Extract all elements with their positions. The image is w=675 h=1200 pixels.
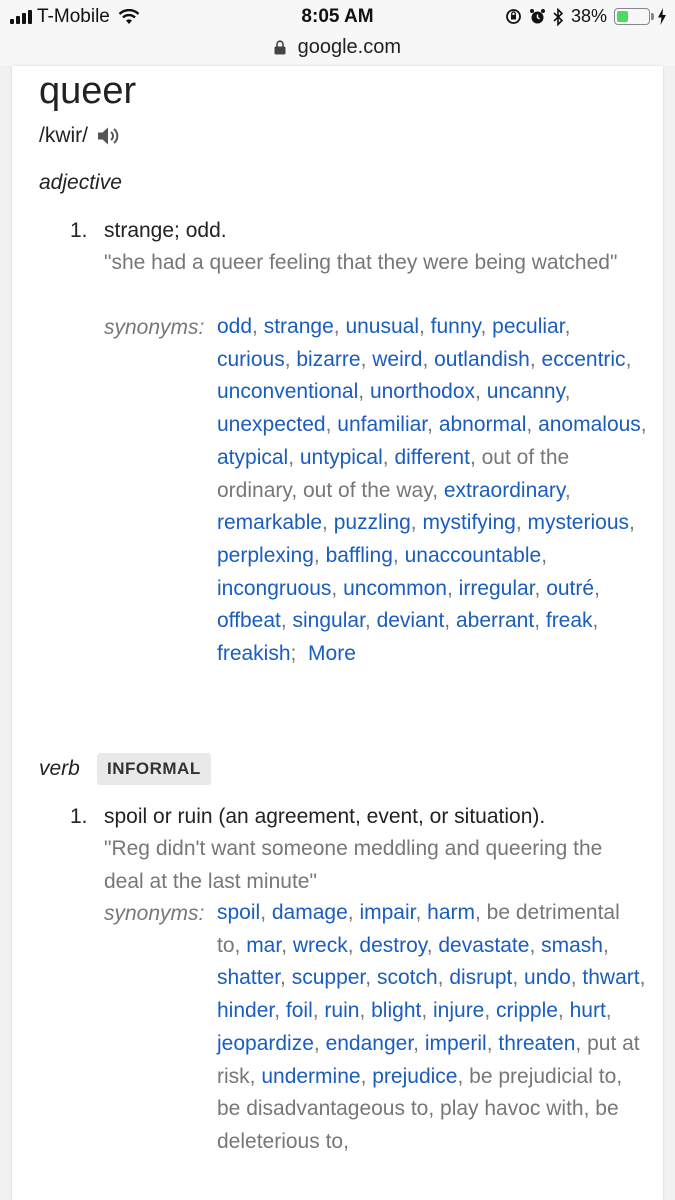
status-right — [505, 6, 667, 27]
synonym-link[interactable]: unconventional — [217, 380, 359, 404]
synonym-link[interactable]: funny — [430, 315, 481, 338]
lock-icon — [274, 40, 286, 55]
carrier-name: T-Mobile — [37, 6, 110, 27]
synonym-link[interactable]: curious — [217, 347, 285, 371]
part-of-speech-adjective: adjective — [39, 171, 122, 194]
synonyms-label: synonyms: — [104, 902, 205, 925]
synonym-link[interactable]: incongruous — [217, 576, 332, 600]
synonym-link[interactable]: different — [394, 445, 470, 469]
status-time: 8:05 AM — [301, 6, 374, 27]
charging-bolt-icon — [657, 8, 667, 25]
synonym-link[interactable]: hurt — [569, 999, 606, 1023]
synonym-link[interactable]: deviant — [376, 609, 445, 633]
synonym-link[interactable]: outré — [546, 576, 595, 600]
synonym-link[interactable]: shatter — [217, 966, 281, 990]
register-badge: INFORMAL — [97, 753, 211, 785]
synonym-link[interactable]: unfamiliar — [337, 413, 428, 437]
synonym-link[interactable]: mysterious — [527, 511, 630, 535]
synonym-link[interactable]: cripple — [496, 999, 558, 1023]
phonetic-text: /kwir/ — [39, 124, 88, 147]
synonym-link[interactable]: scupper — [291, 966, 366, 990]
sense-number: 1. — [70, 219, 88, 242]
synonym-text: be deleterious to — [217, 1097, 619, 1153]
synonym-text: be prejudicial to — [469, 1064, 617, 1088]
example-sentence: "she had a queer feeling that they were being watched" — [104, 251, 618, 274]
synonym-link[interactable]: unexpected — [217, 413, 326, 437]
synonym-link[interactable]: freakish — [217, 642, 291, 666]
orientation-lock-icon — [505, 8, 522, 25]
synonyms-list: spoil, damage, impair, harm, be detrimental to, mar, wreck, destroy, devastate, smash, shatter, scupper, scotch, disrupt, undo, thwart, hinder, foil, ruin, blight, injure, cripple, hurt, jeopardize, endanger, imperil, threaten, put at risk, undermine, prejudice, be prejudicial to, be disadvantageous to, play havoc with, be deleterious to, — [217, 901, 646, 1153]
synonym-text: play havoc with — [440, 1097, 584, 1121]
synonym-link[interactable]: destroy — [359, 933, 427, 957]
synonym-link[interactable]: thwart — [582, 966, 640, 990]
synonyms-label: synonyms: — [104, 316, 205, 339]
speaker-icon[interactable] — [96, 125, 120, 147]
synonym-link[interactable]: uncanny — [486, 380, 565, 404]
synonym-link[interactable]: undermine — [261, 1064, 361, 1088]
synonym-text: out of the way — [302, 478, 433, 502]
definition-text: strange; odd. — [104, 219, 227, 242]
part-of-speech-verb: verb — [39, 757, 80, 780]
synonym-link[interactable]: outlandish — [434, 347, 530, 371]
synonym-link[interactable]: blight — [371, 999, 422, 1023]
synonym-link[interactable]: extraordinary — [443, 478, 565, 502]
synonym-link[interactable]: eccentric — [541, 347, 626, 371]
synonym-link[interactable]: foil — [285, 999, 313, 1023]
example-sentence: "Reg didn't want someone meddling and queering the deal at the last minute" — [104, 837, 603, 893]
synonym-link[interactable]: imperil — [424, 1031, 487, 1055]
synonym-link[interactable]: peculiar — [492, 315, 565, 338]
dictionary-card — [12, 66, 663, 1200]
synonym-link[interactable]: bizarre — [296, 347, 361, 371]
synonym-link[interactable]: unorthodox — [369, 380, 476, 404]
synonym-link[interactable]: abnormal — [438, 413, 527, 437]
definition-text: spoil or ruin (an agreement, event, or situation). — [104, 805, 546, 828]
alarm-icon — [529, 8, 546, 25]
more-synonyms-link[interactable]: More — [308, 642, 356, 666]
phonetic-row — [39, 124, 120, 148]
synonym-link[interactable]: unusual — [345, 315, 419, 338]
synonym-link[interactable]: anomalous — [538, 413, 641, 437]
synonym-link[interactable]: atypical — [217, 445, 289, 469]
synonym-link[interactable]: strange — [263, 315, 334, 338]
battery-icon — [614, 8, 650, 25]
battery-level — [617, 11, 628, 22]
synonym-link[interactable]: perplexing — [217, 543, 314, 567]
url-bar[interactable] — [0, 36, 675, 66]
synonym-link[interactable]: threaten — [498, 1031, 576, 1055]
synonym-link[interactable]: weird — [372, 347, 423, 371]
synonym-text: be detrimental to — [217, 901, 620, 957]
synonym-link[interactable]: hinder — [217, 999, 275, 1023]
synonym-link[interactable]: remarkable — [217, 511, 323, 535]
synonym-link[interactable]: offbeat — [217, 609, 281, 633]
synonym-link[interactable]: untypical — [299, 445, 383, 469]
synonym-link[interactable]: baffling — [325, 543, 393, 567]
synonym-link[interactable]: spoil — [217, 901, 261, 924]
synonym-link[interactable]: prejudice — [372, 1064, 458, 1088]
synonym-link[interactable]: unaccountable — [404, 543, 542, 567]
synonym-link[interactable]: disrupt — [449, 966, 513, 990]
battery-percent: 38% — [570, 6, 607, 26]
synonym-text: out of the ordinary — [217, 445, 570, 502]
sense-number: 1. — [70, 805, 88, 828]
synonym-link[interactable]: jeopardize — [217, 1031, 314, 1055]
synonym-link[interactable]: freak — [545, 609, 593, 633]
synonym-link[interactable]: ruin — [324, 999, 360, 1023]
synonym-link[interactable]: mystifying — [422, 511, 516, 535]
synonym-link[interactable]: irregular — [458, 576, 535, 600]
url-text: google.com — [297, 36, 401, 58]
synonym-link[interactable]: smash — [541, 933, 603, 957]
synonym-link[interactable]: singular — [292, 609, 365, 633]
synonym-link[interactable]: undo — [524, 966, 571, 990]
synonyms-list: odd, strange, unusual, funny, peculiar, curious, bizarre, weird, outlandish, eccentric, unconventional, unorthodox, uncanny, unexpected, unfamiliar, abnormal, anomalous, atypical, untypical, different, out of the ordinary, out of the way, extraordinary, remarkable, puzzling, mystifying, mysterious, perplexing, baffling, unaccountable, incongruous, uncommon, irregular, outré, offbeat, singular, deviant, aberrant, freak, freakish; More — [217, 315, 647, 666]
synonym-link[interactable]: mar — [246, 933, 282, 957]
synonym-link[interactable]: harm — [427, 901, 475, 924]
synonym-link[interactable]: devastate — [438, 933, 530, 957]
synonym-link[interactable]: damage — [271, 901, 348, 924]
headword: queer — [39, 70, 137, 112]
synonym-link[interactable]: aberrant — [455, 609, 535, 633]
synonym-link[interactable]: scotch — [376, 966, 438, 990]
bluetooth-icon — [553, 8, 564, 26]
synonym-link[interactable]: uncommon — [343, 576, 447, 600]
synonym-text: be disadvantageous to — [217, 1097, 429, 1121]
synonym-link[interactable]: impair — [359, 901, 416, 924]
status-bar — [0, 0, 675, 36]
synonym-link[interactable]: injure — [433, 999, 485, 1023]
synonym-text: put at risk — [217, 1031, 640, 1088]
synonym-link[interactable]: endanger — [325, 1031, 414, 1055]
synonym-link[interactable]: puzzling — [333, 511, 411, 535]
synonym-link[interactable]: wreck — [292, 933, 348, 957]
synonym-link[interactable]: odd — [217, 315, 253, 338]
